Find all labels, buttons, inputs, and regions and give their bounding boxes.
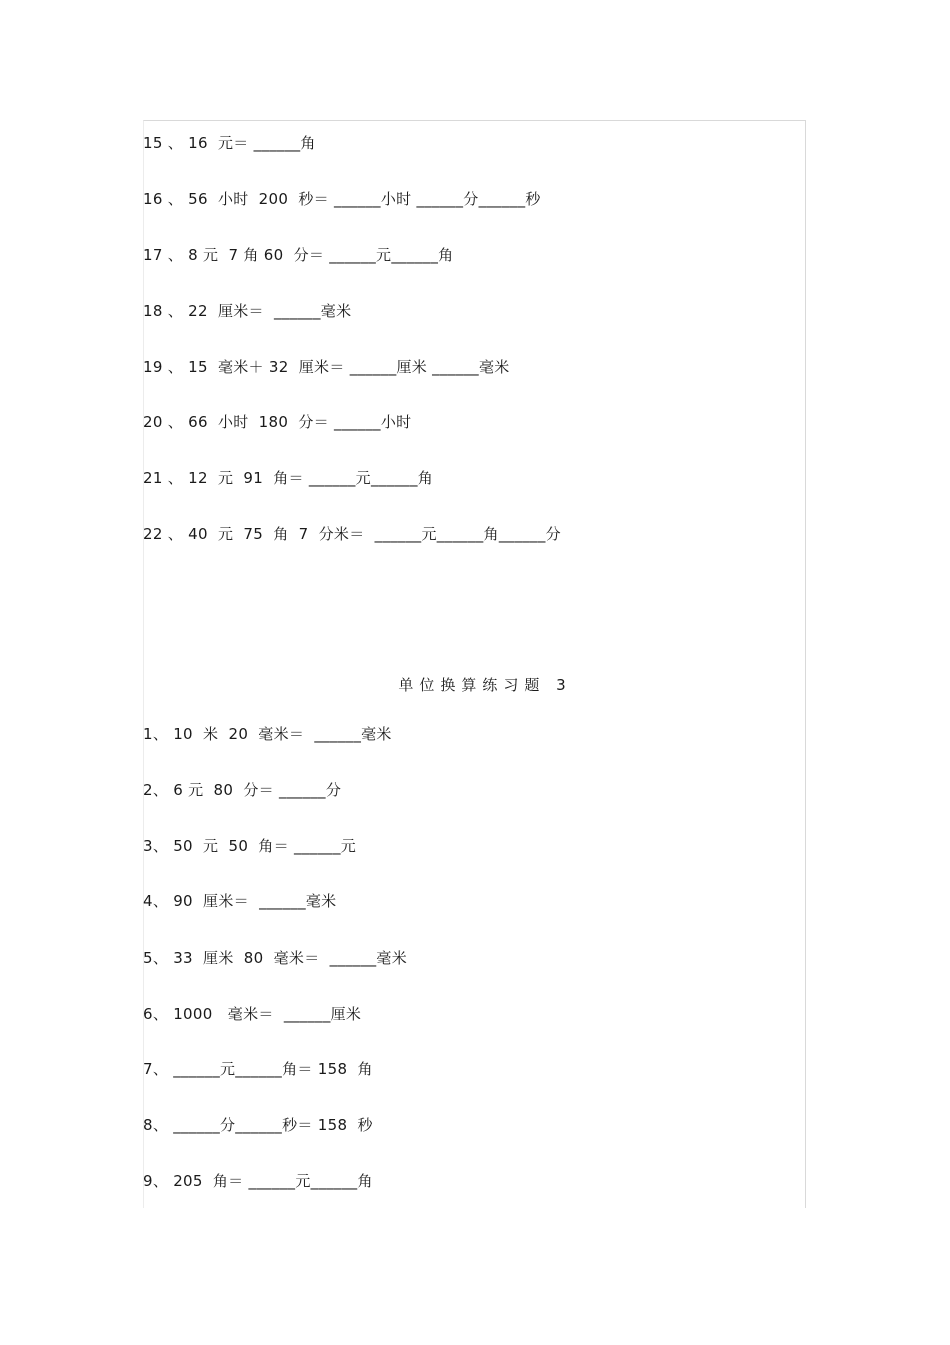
exercise-item-18: 18 、 22 厘米＝ ______毫米 [143,302,352,320]
page-frame [143,120,806,1208]
section-title: 单位换算练习题 3 [398,676,572,694]
exercise-item-8: 8、 ______分______秒＝ 158 秒 [143,1116,373,1134]
exercise-item-15: 15 、 16 元＝ ______角 [143,134,316,152]
exercise-item-9: 9、 205 角＝ ______元______角 [143,1172,373,1190]
exercise-item-17: 17 、 8 元 7 角 60 分＝ ______元______角 [143,246,454,264]
exercise-item-2: 2、 6 元 80 分＝ ______分 [143,781,342,799]
exercise-item-22: 22 、 40 元 75 角 7 分米＝ ______元______角______分 [143,525,561,543]
exercise-item-4: 4、 90 厘米＝ ______毫米 [143,892,337,910]
exercise-item-19: 19 、 15 毫米＋ 32 厘米＝ ______厘米 ______毫米 [143,358,510,376]
exercise-item-7: 7、 ______元______角＝ 158 角 [143,1060,373,1078]
exercise-item-3: 3、 50 元 50 角＝ ______元 [143,837,357,855]
exercise-item-5: 5、 33 厘米 80 毫米＝ ______毫米 [143,949,408,967]
exercise-item-20: 20 、 66 小时 180 分＝ ______小时 [143,413,412,431]
exercise-item-21: 21 、 12 元 91 角＝ ______元______角 [143,469,434,487]
exercise-item-16: 16 、 56 小时 200 秒＝ ______小时 ______分______秒 [143,190,541,208]
exercise-item-6: 6、 1000 毫米＝ ______厘米 [143,1005,362,1023]
exercise-item-1: 1、 10 米 20 毫米＝ ______毫米 [143,725,392,743]
